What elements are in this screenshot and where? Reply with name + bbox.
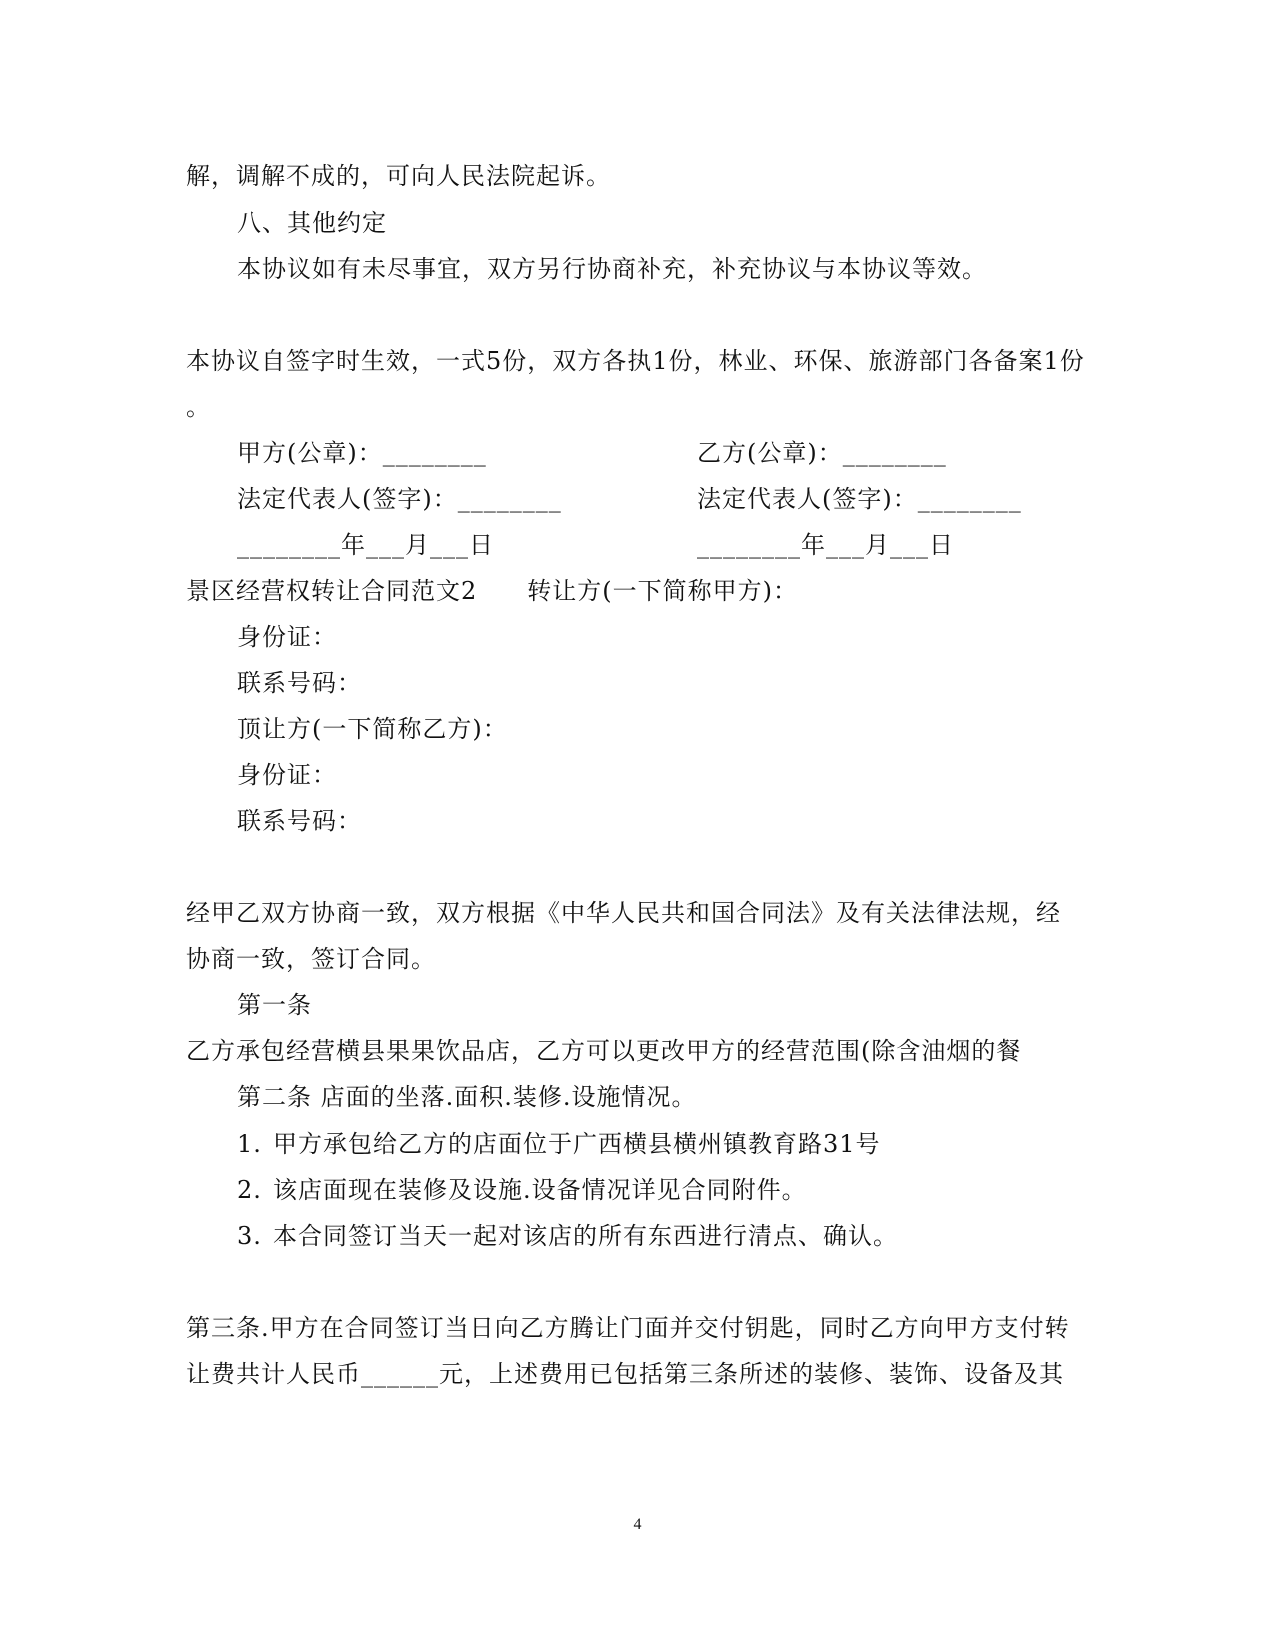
article-heading: 第二条 店面的坐落.面积.装修.设施情况。 bbox=[237, 1083, 697, 1111]
page-number: 4 bbox=[633, 1516, 642, 1533]
list-item-number: 2. bbox=[237, 1176, 262, 1204]
list-item-number: 1. bbox=[237, 1130, 262, 1158]
party-a-representative-field: 法定代表人(签字)：________ bbox=[237, 485, 562, 513]
text-line: 协商一致，签订合同。 bbox=[186, 945, 436, 973]
list-item-text: 该店面现在装修及设施.设备情况详见合同附件。 bbox=[273, 1176, 807, 1204]
text-line: 本协议自签字时生效，一式5份，双方各执1份，林业、环保、旅游部门各备案1份 bbox=[186, 347, 1085, 375]
party-b-representative-field: 法定代表人(签字)：________ bbox=[697, 485, 1022, 513]
section-heading: 八、其他约定 bbox=[237, 209, 387, 237]
text-line: 。 bbox=[186, 393, 211, 421]
list-item-text: 甲方承包给乙方的店面位于广西横县横州镇教育路31号 bbox=[273, 1130, 881, 1158]
party-a-seal-field: 甲方(公章)：________ bbox=[237, 439, 487, 467]
text-line: 本协议如有未尽事宜，双方另行协商补充，补充协议与本协议等效。 bbox=[237, 255, 987, 283]
text-line: 顶让方(一下简称乙方)： bbox=[237, 715, 508, 743]
text-line: 身份证： bbox=[237, 623, 337, 651]
article-heading: 第一条 bbox=[237, 991, 312, 1019]
text-line: 解，调解不成的，可向人民法院起诉。 bbox=[186, 162, 611, 190]
party-a-date-field: ________年___月___日 bbox=[237, 531, 494, 559]
text-line: 联系号码： bbox=[237, 807, 362, 835]
list-item-text: 本合同签订当天一起对该店的所有东西进行清点、确认。 bbox=[273, 1222, 898, 1250]
list-item bbox=[237, 1221, 898, 1251]
party-b-date-field: ________年___月___日 bbox=[697, 531, 954, 559]
text-line: 身份证： bbox=[237, 761, 337, 789]
text-line: 联系号码： bbox=[237, 669, 362, 697]
list-item bbox=[237, 1175, 807, 1205]
list-item-number: 3. bbox=[237, 1222, 262, 1250]
contract-title-line: 景区经营权转让合同范文2 转让方(一下简称甲方)： bbox=[186, 577, 798, 605]
text-line: 第三条.甲方在合同签订当日向乙方腾让门面并交付钥匙，同时乙方向甲方支付转 bbox=[186, 1314, 1070, 1342]
list-item bbox=[237, 1129, 881, 1159]
text-line: 让费共计人民币______元，上述费用已包括第三条所述的装修、装饰、设备及其 bbox=[186, 1360, 1064, 1388]
party-b-seal-field: 乙方(公章)：________ bbox=[697, 439, 947, 467]
text-line: 乙方承包经营横县果果饮品店，乙方可以更改甲方的经营范围(除含油烟的餐 bbox=[186, 1037, 1022, 1065]
text-line: 经甲乙双方协商一致，双方根据《中华人民共和国合同法》及有关法律法规，经 bbox=[186, 899, 1061, 927]
